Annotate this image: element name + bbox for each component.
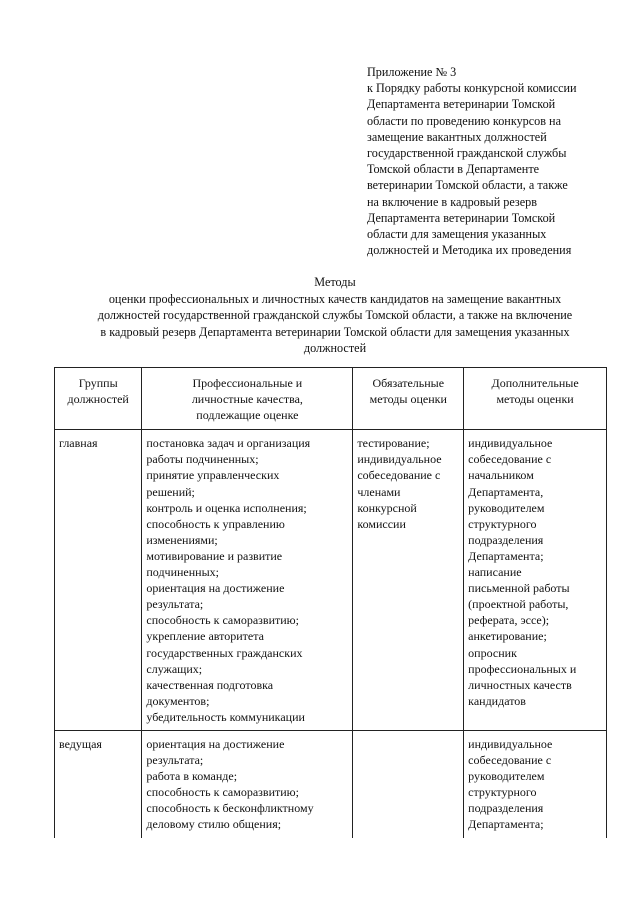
cell-line: работы подчиненных; [146, 452, 259, 467]
cell-line: качественная подготовка [146, 677, 274, 692]
header-line: личностные качества, [191, 392, 303, 407]
table-header-row [55, 368, 607, 430]
methods-title-line: оценки профессиональных и личностных качеств кандидатов на замещение вакантных [108, 291, 562, 306]
cell-line: способность к управлению [146, 516, 285, 531]
methods-title [40, 274, 630, 357]
cell-line: собеседование с [468, 753, 552, 768]
cell-line: собеседование с [357, 468, 441, 483]
appendix-caption [367, 64, 629, 258]
cell-line: государственных гражданских [146, 645, 303, 660]
cell-line: изменениями; [146, 532, 218, 547]
cell-line: способность к саморазвитию; [146, 613, 299, 628]
appendix-line: области для замещения указанных [367, 227, 547, 242]
cell-line: ориентация на достижение [146, 581, 285, 596]
cell-line: структурного [468, 516, 537, 531]
cell-line: постановка задач и организация [146, 436, 311, 451]
cell-additional [464, 430, 607, 731]
cell-additional [464, 730, 607, 837]
cell-line: руководителем [468, 500, 545, 515]
cell-line: мотивирование и развитие [146, 548, 283, 563]
cell-line: работа в команде; [146, 769, 238, 784]
appendix-line: Томской области в Департаменте [367, 162, 540, 177]
cell-line: опросник [468, 645, 517, 660]
cell-line: укрепление авторитета [146, 629, 264, 644]
cell-group: главная [55, 430, 142, 731]
cell-line: Департамента; [468, 548, 544, 563]
cell-line: тестирование; [357, 436, 430, 451]
cell-line: индивидуальное [468, 436, 553, 451]
cell-line: контроль и оценка исполнения; [146, 500, 307, 515]
methods-title-line: должностей [303, 341, 367, 356]
cell-group: ведущая [55, 730, 142, 837]
cell-line: результата; [146, 597, 204, 612]
table-row [55, 730, 607, 837]
cell-line: служащих; [146, 661, 203, 676]
cell-line: подразделения [468, 532, 544, 547]
appendix-line: замещение вакантных должностей [367, 129, 547, 144]
header-line: методы оценки [496, 392, 574, 407]
cell-line: индивидуальное [357, 452, 442, 467]
cell-line: индивидуальное [468, 736, 553, 751]
appendix-line: Департамента ветеринарии Томской [367, 210, 556, 225]
header-additional-methods [464, 368, 607, 430]
cell-line: способность к саморазвитию; [146, 785, 299, 800]
appendix-line: Приложение № 3 [367, 65, 457, 79]
cell-line: руководителем [468, 769, 545, 784]
cell-line: членами [357, 484, 401, 499]
cell-line: решений; [146, 484, 195, 499]
header-line: Группы [78, 376, 118, 390]
header-qualities [142, 368, 353, 430]
cell-line: конкурсной [357, 500, 417, 515]
table-row [55, 430, 607, 731]
header-mandatory-methods [353, 368, 464, 430]
cell-line: результата; [146, 753, 204, 768]
header-groups [55, 368, 142, 430]
cell-line: начальником [468, 468, 534, 483]
cell-line: анкетирование; [468, 629, 547, 644]
header-line: Обязательные [372, 376, 445, 390]
header-line: Профессиональные и [192, 376, 303, 390]
cell-line: комиссии [357, 516, 406, 531]
appendix-line: государственной гражданской службы [367, 146, 567, 161]
methods-title-line: Методы [314, 275, 356, 289]
cell-line: подчиненных; [146, 565, 220, 580]
methods-table [54, 367, 607, 838]
cell-line: написание [468, 565, 522, 580]
appendix-line: на включение в кадровый резерв [367, 194, 537, 209]
cell-line: способность к бесконфликтному [146, 801, 314, 816]
header-line: должностей [67, 392, 129, 407]
header-line: Дополнительные [491, 376, 579, 390]
cell-mandatory [353, 430, 464, 731]
cell-line: документов; [146, 693, 210, 708]
cell-line: подразделения [468, 801, 544, 816]
cell-line: профессиональных и [468, 661, 577, 676]
cell-line: письменной работы [468, 581, 570, 596]
appendix-line: ветеринарии Томской области, а также [367, 178, 568, 193]
cell-line: убедительность коммуникации [146, 709, 305, 724]
header-line: методы оценки [369, 392, 447, 407]
methods-title-line: в кадровый резерв Департамента ветеринарии Томской области для замещения указанных [100, 324, 570, 339]
cell-line: Департамента, [468, 484, 544, 499]
cell-line: (проектной работы, [468, 597, 569, 612]
cell-line: личностных качеств [468, 677, 572, 692]
cell-line: принятие управленческих [146, 468, 280, 483]
cell-line: Департамента; [468, 817, 544, 832]
cell-qualities [142, 730, 353, 837]
methods-title-line: должностей государственной гражданской службы Томской области, а также на включение [97, 308, 573, 323]
appendix-line: к Порядку работы конкурсной комиссии [367, 81, 577, 96]
cell-line: собеседование с [468, 452, 552, 467]
cell-line: кандидатов [468, 693, 526, 708]
cell-line: реферата, эссе); [468, 613, 550, 628]
cell-qualities [142, 430, 353, 731]
cell-line: ориентация на достижение [146, 736, 285, 751]
cell-line: деловому стилю общения; [146, 817, 282, 832]
appendix-line: области по проведению конкурсов на [367, 113, 561, 128]
cell-mandatory [353, 730, 464, 837]
header-line: подлежащие оценке [196, 408, 299, 423]
appendix-line: Департамента ветеринарии Томской [367, 97, 556, 112]
cell-line: структурного [468, 785, 537, 800]
appendix-line: должностей и Методика их проведения [367, 243, 572, 258]
